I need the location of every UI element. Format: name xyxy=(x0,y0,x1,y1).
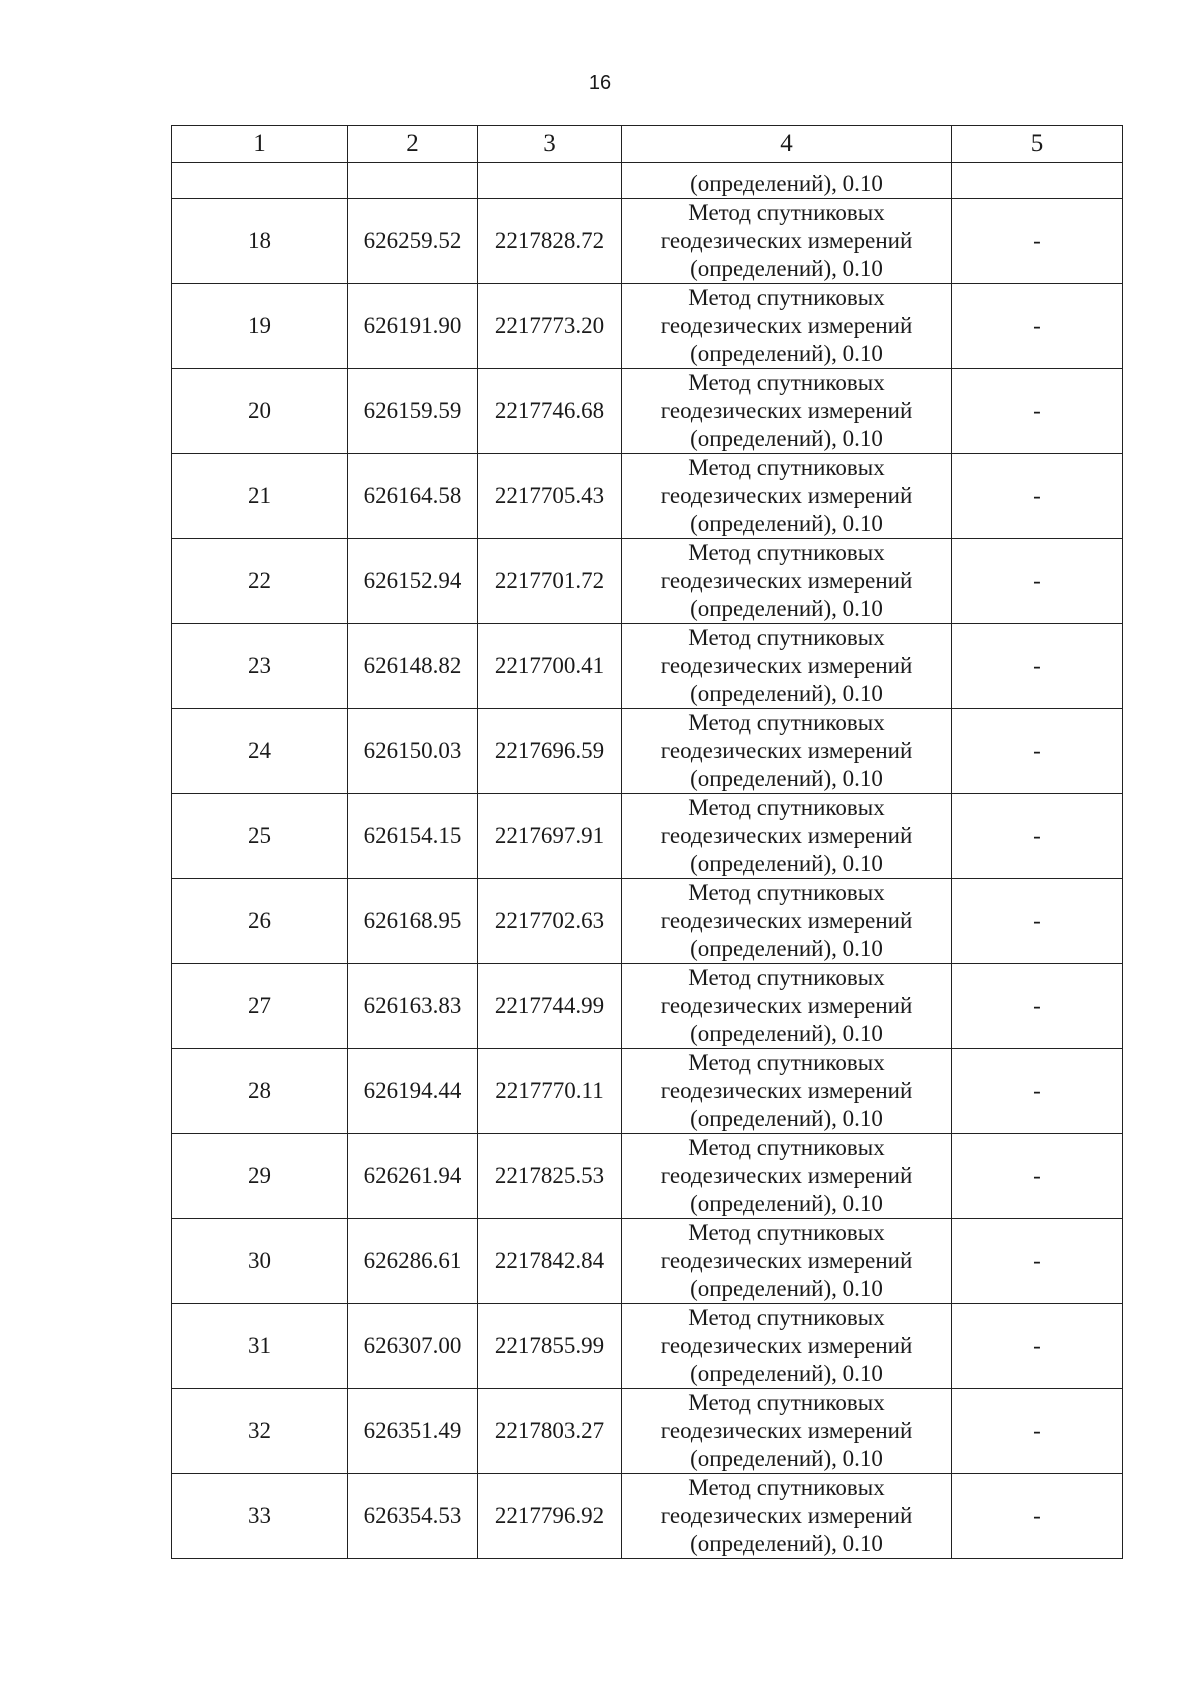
method-line: Метод спутниковых xyxy=(688,1390,885,1415)
method-line: (определений), 0.10 xyxy=(690,1531,883,1556)
y-coordinate-cell: 2217842.84 xyxy=(478,1219,622,1304)
x-coordinate-cell: 626261.94 xyxy=(348,1134,478,1219)
table-row xyxy=(172,964,1123,1049)
note-cell: - xyxy=(952,369,1123,454)
method-line: геодезических измерений xyxy=(660,1333,913,1358)
header-cell: 3 xyxy=(478,126,622,163)
note-cell: - xyxy=(952,284,1123,369)
method-line: геодезических измерений xyxy=(660,1503,913,1528)
y-coordinate-cell: 2217746.68 xyxy=(478,369,622,454)
x-coordinate-cell: 626148.82 xyxy=(348,624,478,709)
method-line: (определений), 0.10 xyxy=(690,426,883,451)
y-coordinate-cell: 2217828.72 xyxy=(478,199,622,284)
method-cell xyxy=(622,1474,952,1559)
method-line: геодезических измерений xyxy=(660,1163,913,1188)
continuation-cell xyxy=(172,163,348,199)
y-coordinate-cell: 2217855.99 xyxy=(478,1304,622,1389)
x-coordinate-cell: 626351.49 xyxy=(348,1389,478,1474)
y-coordinate-cell: 2217700.41 xyxy=(478,624,622,709)
x-coordinate-cell: 626150.03 xyxy=(348,709,478,794)
table-row xyxy=(172,199,1123,284)
point-number-cell: 22 xyxy=(172,539,348,624)
method-line: геодезических измерений xyxy=(660,653,913,678)
y-coordinate-cell: 2217773.20 xyxy=(478,284,622,369)
point-number-cell: 23 xyxy=(172,624,348,709)
header-cell: 4 xyxy=(622,126,952,163)
note-cell: - xyxy=(952,624,1123,709)
method-cell xyxy=(622,539,952,624)
continuation-cell xyxy=(348,163,478,199)
method-cell xyxy=(622,1219,952,1304)
point-number-cell: 33 xyxy=(172,1474,348,1559)
method-line: геодезических измерений xyxy=(660,993,913,1018)
method-cell xyxy=(622,1049,952,1134)
method-cell xyxy=(622,1134,952,1219)
method-line: (определений), 0.10 xyxy=(690,766,883,791)
method-line: Метод спутниковых xyxy=(688,1220,885,1245)
method-line: Метод спутниковых xyxy=(688,540,885,565)
point-number-cell: 21 xyxy=(172,454,348,539)
x-coordinate-cell: 626307.00 xyxy=(348,1304,478,1389)
method-line: (определений), 0.10 xyxy=(690,1446,883,1471)
method-line: геодезических измерений xyxy=(660,1248,913,1273)
point-number-cell: 30 xyxy=(172,1219,348,1304)
table-row xyxy=(172,454,1123,539)
method-line: Метод спутниковых xyxy=(688,1305,885,1330)
method-line: геодезических измерений xyxy=(660,228,913,253)
method-line: (определений), 0.10 xyxy=(690,341,883,366)
x-coordinate-cell: 626259.52 xyxy=(348,199,478,284)
y-coordinate-cell: 2217770.11 xyxy=(478,1049,622,1134)
table-row xyxy=(172,624,1123,709)
y-coordinate-cell: 2217744.99 xyxy=(478,964,622,1049)
table-row xyxy=(172,1219,1123,1304)
x-coordinate-cell: 626354.53 xyxy=(348,1474,478,1559)
continuation-cell xyxy=(952,163,1123,199)
point-number-cell: 27 xyxy=(172,964,348,1049)
method-line: Метод спутниковых xyxy=(688,1050,885,1075)
note-cell: - xyxy=(952,794,1123,879)
method-line: геодезических измерений xyxy=(660,823,913,848)
point-number-cell: 25 xyxy=(172,794,348,879)
table-row xyxy=(172,879,1123,964)
method-line: Метод спутниковых xyxy=(688,370,885,395)
continuation-method-cell: (определений), 0.10 xyxy=(622,163,952,199)
header-cell: 1 xyxy=(172,126,348,163)
method-line: (определений), 0.10 xyxy=(690,1276,883,1301)
method-line: Метод спутниковых xyxy=(688,880,885,905)
method-line: Метод спутниковых xyxy=(688,710,885,735)
note-cell: - xyxy=(952,454,1123,539)
y-coordinate-cell: 2217696.59 xyxy=(478,709,622,794)
table-row xyxy=(172,284,1123,369)
method-line: геодезических измерений xyxy=(660,908,913,933)
x-coordinate-cell: 626194.44 xyxy=(348,1049,478,1134)
y-coordinate-cell: 2217697.91 xyxy=(478,794,622,879)
table-row xyxy=(172,369,1123,454)
note-cell: - xyxy=(952,1134,1123,1219)
header-row xyxy=(172,126,1123,163)
note-cell: - xyxy=(952,709,1123,794)
note-cell: - xyxy=(952,1304,1123,1389)
table-row xyxy=(172,709,1123,794)
x-coordinate-cell: 626191.90 xyxy=(348,284,478,369)
point-number-cell: 20 xyxy=(172,369,348,454)
note-cell: - xyxy=(952,1219,1123,1304)
point-number-cell: 26 xyxy=(172,879,348,964)
method-line: (определений), 0.10 xyxy=(690,936,883,961)
method-line: Метод спутниковых xyxy=(688,1475,885,1500)
method-line: Метод спутниковых xyxy=(688,285,885,310)
method-line: (определений), 0.10 xyxy=(690,681,883,706)
table-row xyxy=(172,1304,1123,1389)
method-cell xyxy=(622,284,952,369)
y-coordinate-cell: 2217825.53 xyxy=(478,1134,622,1219)
method-line: Метод спутниковых xyxy=(688,455,885,480)
method-cell xyxy=(622,1389,952,1474)
note-cell: - xyxy=(952,199,1123,284)
method-line: (определений), 0.10 xyxy=(690,1361,883,1386)
method-line: (определений), 0.10 xyxy=(690,851,883,876)
header-cell: 2 xyxy=(348,126,478,163)
x-coordinate-cell: 626164.58 xyxy=(348,454,478,539)
y-coordinate-cell: 2217705.43 xyxy=(478,454,622,539)
method-cell xyxy=(622,624,952,709)
y-coordinate-cell: 2217701.72 xyxy=(478,539,622,624)
method-line: Метод спутниковых xyxy=(688,795,885,820)
method-cell xyxy=(622,454,952,539)
method-line: (определений), 0.10 xyxy=(690,256,883,281)
x-coordinate-cell: 626154.15 xyxy=(348,794,478,879)
x-coordinate-cell: 626159.59 xyxy=(348,369,478,454)
point-number-cell: 31 xyxy=(172,1304,348,1389)
method-line: (определений), 0.10 xyxy=(690,596,883,621)
method-cell xyxy=(622,964,952,1049)
y-coordinate-cell: 2217796.92 xyxy=(478,1474,622,1559)
point-number-cell: 29 xyxy=(172,1134,348,1219)
header-cell: 5 xyxy=(952,126,1123,163)
method-line: геодезических измерений xyxy=(660,1078,913,1103)
coordinates-table xyxy=(171,125,1123,1559)
method-cell xyxy=(622,1304,952,1389)
method-line: Метод спутниковых xyxy=(688,625,885,650)
table-row xyxy=(172,1049,1123,1134)
table-row xyxy=(172,539,1123,624)
method-cell xyxy=(622,369,952,454)
method-cell xyxy=(622,199,952,284)
x-coordinate-cell: 626168.95 xyxy=(348,879,478,964)
continuation-cell xyxy=(478,163,622,199)
method-cell xyxy=(622,709,952,794)
note-cell: - xyxy=(952,964,1123,1049)
note-cell: - xyxy=(952,1474,1123,1559)
method-line: геодезических измерений xyxy=(660,398,913,423)
x-coordinate-cell: 626152.94 xyxy=(348,539,478,624)
point-number-cell: 32 xyxy=(172,1389,348,1474)
method-line: (определений), 0.10 xyxy=(690,1191,883,1216)
point-number-cell: 18 xyxy=(172,199,348,284)
table-row xyxy=(172,1474,1123,1559)
table-row xyxy=(172,1389,1123,1474)
x-coordinate-cell: 626163.83 xyxy=(348,964,478,1049)
method-line: Метод спутниковых xyxy=(688,1135,885,1160)
note-cell: - xyxy=(952,1389,1123,1474)
table-row xyxy=(172,794,1123,879)
method-line: (определений), 0.10 xyxy=(690,1021,883,1046)
point-number-cell: 28 xyxy=(172,1049,348,1134)
point-number-cell: 19 xyxy=(172,284,348,369)
method-line: Метод спутниковых xyxy=(688,200,885,225)
method-cell xyxy=(622,794,952,879)
method-line: геодезических измерений xyxy=(660,313,913,338)
method-line: геодезических измерений xyxy=(660,1418,913,1443)
note-cell: - xyxy=(952,879,1123,964)
continuation-row xyxy=(172,163,1123,199)
method-line: геодезических измерений xyxy=(660,738,913,763)
y-coordinate-cell: 2217803.27 xyxy=(478,1389,622,1474)
y-coordinate-cell: 2217702.63 xyxy=(478,879,622,964)
method-cell xyxy=(622,879,952,964)
method-line: (определений), 0.10 xyxy=(690,511,883,536)
page-number: 16 xyxy=(588,72,612,94)
table-row xyxy=(172,1134,1123,1219)
point-number-cell: 24 xyxy=(172,709,348,794)
x-coordinate-cell: 626286.61 xyxy=(348,1219,478,1304)
method-line: геодезических измерений xyxy=(660,568,913,593)
note-cell: - xyxy=(952,539,1123,624)
note-cell: - xyxy=(952,1049,1123,1134)
method-line: Метод спутниковых xyxy=(688,965,885,990)
method-line: геодезических измерений xyxy=(660,483,913,508)
method-line: (определений), 0.10 xyxy=(690,1106,883,1131)
